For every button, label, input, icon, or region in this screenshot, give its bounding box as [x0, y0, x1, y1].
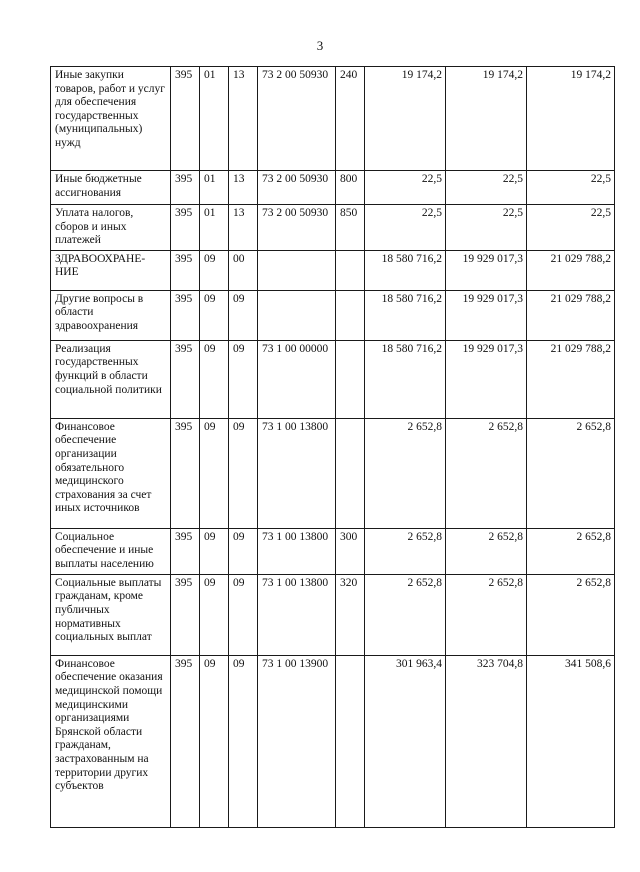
row-sum3-cell: 2 652,8 [527, 528, 615, 574]
row-pr-cell: 09 [229, 655, 258, 827]
row-sum2-cell: 19 174,2 [446, 67, 527, 171]
row-ved-cell: 395 [171, 418, 200, 528]
row-pr-cell: 00 [229, 250, 258, 290]
table-row [51, 250, 615, 290]
row-sum1-cell: 2 652,8 [365, 574, 446, 655]
budget-table [50, 66, 615, 828]
row-rz-cell: 09 [200, 528, 229, 574]
row-sum2-cell: 19 929 017,3 [446, 340, 527, 418]
table-row [51, 67, 615, 171]
row-pr-cell: 13 [229, 171, 258, 205]
row-pr-cell: 09 [229, 290, 258, 340]
row-pr-cell: 13 [229, 67, 258, 171]
row-vr-cell: 300 [336, 528, 365, 574]
row-sum1-cell: 22,5 [365, 205, 446, 251]
row-sum1-cell: 18 580 716,2 [365, 340, 446, 418]
row-name-cell: Финансовое обеспечение организации обязательного медицинского страхования за счет иных источников [51, 418, 171, 528]
table-row [51, 205, 615, 251]
row-vr-cell: 320 [336, 574, 365, 655]
row-ved-cell: 395 [171, 205, 200, 251]
row-sum1-cell: 301 963,4 [365, 655, 446, 827]
row-sum3-cell: 21 029 788,2 [527, 340, 615, 418]
row-csr-cell [258, 290, 336, 340]
row-vr-cell [336, 418, 365, 528]
row-sum3-cell: 21 029 788,2 [527, 290, 615, 340]
row-vr-cell [336, 250, 365, 290]
row-sum2-cell: 2 652,8 [446, 418, 527, 528]
row-pr-cell: 09 [229, 418, 258, 528]
row-ved-cell: 395 [171, 528, 200, 574]
row-sum1-cell: 2 652,8 [365, 528, 446, 574]
row-sum3-cell: 22,5 [527, 171, 615, 205]
row-vr-cell [336, 655, 365, 827]
row-sum1-cell: 19 174,2 [365, 67, 446, 171]
row-sum2-cell: 22,5 [446, 171, 527, 205]
row-name-cell: Социальные выплаты гражданам, кроме публичных нормативных социальных выплат [51, 574, 171, 655]
row-rz-cell: 09 [200, 574, 229, 655]
row-ved-cell: 395 [171, 655, 200, 827]
table-row [51, 418, 615, 528]
table-row [51, 574, 615, 655]
row-csr-cell: 73 2 00 50930 [258, 171, 336, 205]
row-sum1-cell: 18 580 716,2 [365, 250, 446, 290]
row-sum3-cell: 2 652,8 [527, 574, 615, 655]
row-csr-cell: 73 1 00 00000 [258, 340, 336, 418]
row-pr-cell: 13 [229, 205, 258, 251]
row-ved-cell: 395 [171, 250, 200, 290]
row-vr-cell [336, 340, 365, 418]
row-sum1-cell: 18 580 716,2 [365, 290, 446, 340]
row-sum3-cell: 19 174,2 [527, 67, 615, 171]
row-ved-cell: 395 [171, 67, 200, 171]
row-pr-cell: 09 [229, 340, 258, 418]
row-name-cell: Иные бюджетные ассигнования [51, 171, 171, 205]
row-sum2-cell: 22,5 [446, 205, 527, 251]
row-ved-cell: 395 [171, 171, 200, 205]
row-vr-cell: 800 [336, 171, 365, 205]
row-csr-cell [258, 250, 336, 290]
row-csr-cell: 73 1 00 13800 [258, 528, 336, 574]
row-sum2-cell: 19 929 017,3 [446, 290, 527, 340]
row-sum1-cell: 22,5 [365, 171, 446, 205]
row-csr-cell: 73 2 00 50930 [258, 205, 336, 251]
table-row [51, 528, 615, 574]
row-rz-cell: 01 [200, 171, 229, 205]
row-sum2-cell: 323 704,8 [446, 655, 527, 827]
row-pr-cell: 09 [229, 574, 258, 655]
row-rz-cell: 09 [200, 340, 229, 418]
row-sum3-cell: 21 029 788,2 [527, 250, 615, 290]
row-rz-cell: 09 [200, 290, 229, 340]
row-vr-cell: 850 [336, 205, 365, 251]
row-sum2-cell: 19 929 017,3 [446, 250, 527, 290]
table-row [51, 655, 615, 827]
row-ved-cell: 395 [171, 290, 200, 340]
row-sum2-cell: 2 652,8 [446, 528, 527, 574]
row-vr-cell [336, 290, 365, 340]
row-csr-cell: 73 1 00 13900 [258, 655, 336, 827]
row-ved-cell: 395 [171, 574, 200, 655]
row-name-cell: Другие вопросы в области здравоохранения [51, 290, 171, 340]
row-name-cell: Уплата налогов, сборов и иных платежей [51, 205, 171, 251]
row-sum3-cell: 341 508,6 [527, 655, 615, 827]
row-vr-cell: 240 [336, 67, 365, 171]
row-rz-cell: 01 [200, 67, 229, 171]
row-sum3-cell: 2 652,8 [527, 418, 615, 528]
row-rz-cell: 01 [200, 205, 229, 251]
row-csr-cell: 73 2 00 50930 [258, 67, 336, 171]
row-name-cell: Финансовое обеспечение оказания медицинской помощи медицинскими организациями Брянской области гражданам, застрахованным на территории других субъектов [51, 655, 171, 827]
row-rz-cell: 09 [200, 418, 229, 528]
row-sum1-cell: 2 652,8 [365, 418, 446, 528]
row-csr-cell: 73 1 00 13800 [258, 574, 336, 655]
table-body [51, 67, 615, 828]
row-pr-cell: 09 [229, 528, 258, 574]
row-sum2-cell: 2 652,8 [446, 574, 527, 655]
row-sum3-cell: 22,5 [527, 205, 615, 251]
row-rz-cell: 09 [200, 250, 229, 290]
row-name-cell: Социальное обеспечение и иные выплаты населению [51, 528, 171, 574]
row-name-cell: Иные закупки товаров, работ и услуг для обеспечения государственных (муниципальных) нужд [51, 67, 171, 171]
row-name-cell: ЗДРАВООХРАНЕ-НИЕ [51, 250, 171, 290]
row-csr-cell: 73 1 00 13800 [258, 418, 336, 528]
row-name-cell: Реализация государственных функций в области социальной политики [51, 340, 171, 418]
row-rz-cell: 09 [200, 655, 229, 827]
table-row [51, 171, 615, 205]
row-ved-cell: 395 [171, 340, 200, 418]
table-row [51, 340, 615, 418]
table-row [51, 290, 615, 340]
page-number: 3 [316, 38, 324, 53]
